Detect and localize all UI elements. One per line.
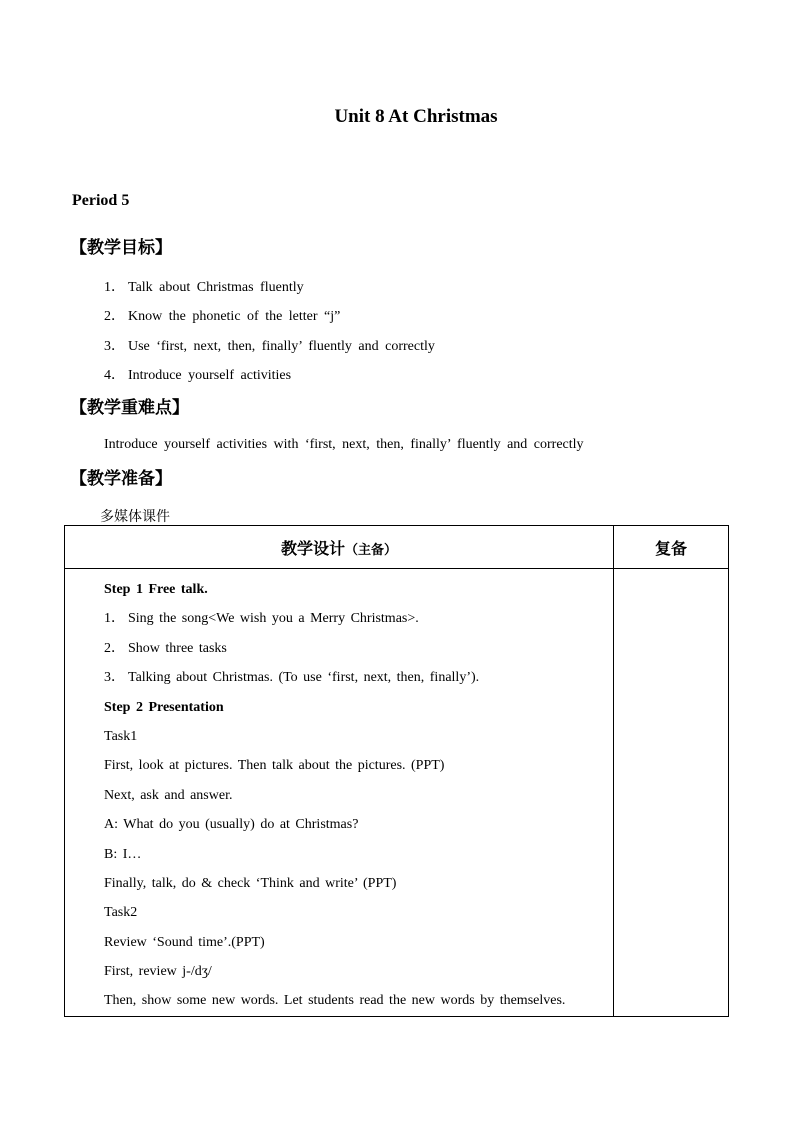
step-line (65, 898, 613, 927)
objective-text: Introduce yourself activities (128, 368, 292, 383)
objective-item (104, 335, 435, 355)
step-line (65, 693, 613, 722)
step-line (65, 810, 613, 839)
objective-text: Use ‘first, next, then, finally’ fluently and correctly (128, 339, 435, 354)
design-header-sub: （主备） (345, 542, 398, 558)
step-line-text: Finally, talk, do & check ‘Think and write’ (PPT) (104, 875, 397, 891)
revision-header: 复备 (614, 526, 729, 569)
objective-number: 2． (104, 309, 125, 324)
objective-text: Talk about Christmas fluently (128, 280, 304, 295)
step-line-text: Review ‘Sound time’.(PPT) (104, 934, 265, 950)
step-line (65, 722, 613, 751)
step-line-number: 2． (104, 640, 125, 656)
step-line-number: 1． (104, 611, 125, 627)
objective-item (104, 305, 340, 325)
objectives-heading: 【教学目标】 (70, 238, 172, 258)
step-line (65, 840, 613, 869)
preparation-text: 多媒体课件 (100, 509, 170, 525)
step-line (65, 957, 613, 986)
step-line-text: Task2 (104, 905, 138, 921)
step-line (65, 604, 613, 633)
step-line (65, 781, 613, 810)
objective-number: 4． (104, 368, 125, 383)
objective-text: Know the phonetic of the letter “j” (128, 309, 341, 324)
step-line-text: Step 1 Free talk. (104, 582, 208, 597)
objective-number: 3． (104, 339, 125, 354)
step-line-text: Next, ask and answer. (104, 787, 233, 803)
step-line-text: Then, show some new words. Let students read the new words by themselves. (104, 993, 566, 1009)
design-header (65, 526, 614, 569)
step-line-text: A: What do you (usually) do at Christmas? (104, 817, 359, 833)
design-header-label: 教学设计 (280, 538, 345, 558)
teaching-design-table (64, 525, 729, 1017)
step-line (65, 986, 613, 1015)
step-line-text: Sing the song<We wish you a Merry Christmas>. (128, 611, 419, 627)
key-points-text: Introduce yourself activities with ‘first, next, then, finally’ fluently and correctly (104, 437, 584, 452)
period-label: Period 5 (72, 192, 130, 209)
step-line-text: First, look at pictures. Then talk about the pictures. (PPT) (104, 758, 445, 774)
step-line-text: Talking about Christmas. (To use ‘first, next, then, finally’). (128, 670, 480, 686)
step-line-text: Task1 (104, 728, 138, 744)
revision-content-cell (614, 569, 729, 1017)
objective-item (104, 364, 291, 384)
design-content-cell (65, 569, 614, 1017)
step-line (65, 928, 613, 957)
step-line (65, 869, 613, 898)
objective-item (104, 276, 304, 296)
step-line-text: Step 2 Presentation (104, 699, 224, 715)
step-line (65, 634, 613, 663)
preparation-heading: 【教学准备】 (70, 469, 172, 489)
key-points-heading: 【教学重难点】 (70, 398, 189, 418)
step-line-text: First, review j-/dʒ/ (104, 964, 212, 980)
step-line (65, 575, 613, 604)
step-line (65, 663, 613, 692)
step-line-number: 3． (104, 670, 125, 686)
step-line (65, 751, 613, 780)
objective-number: 1． (104, 280, 125, 295)
step-line-text: B: I… (104, 846, 142, 862)
step-lines (65, 569, 613, 1016)
page-title: Unit 8 At Christmas (334, 106, 498, 127)
step-line-text: Show three tasks (128, 640, 227, 656)
